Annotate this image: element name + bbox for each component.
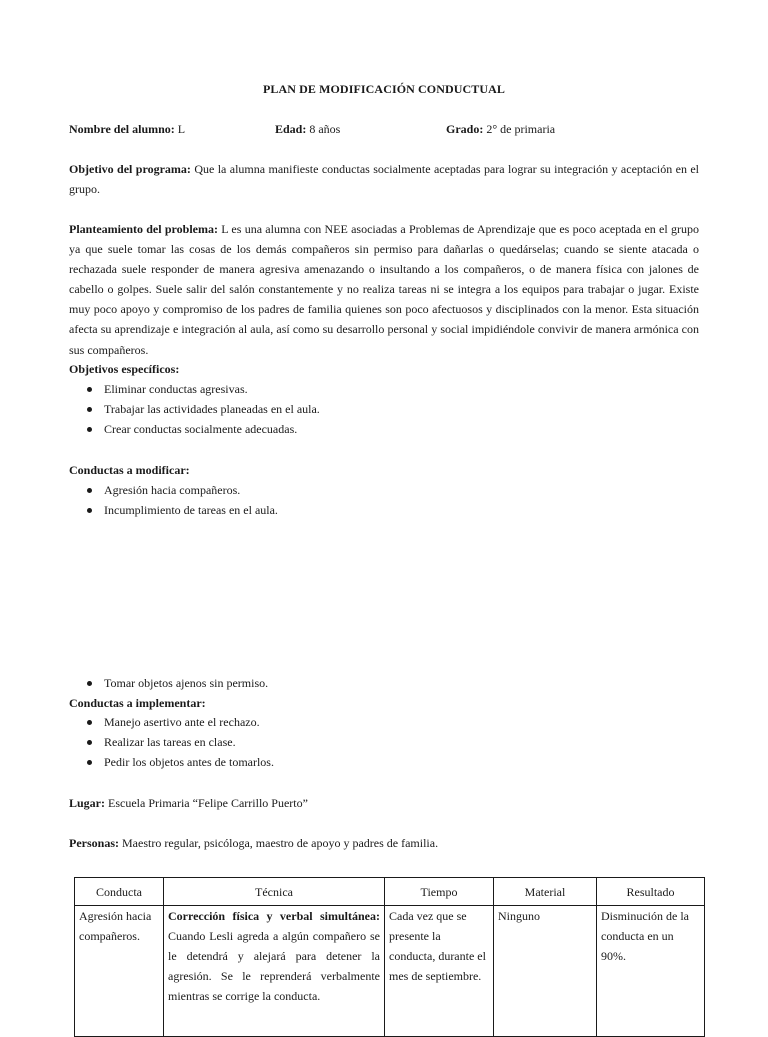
specific-objectives-heading: Objetivos específicos: [69,362,180,376]
list-item: Agresión hacia compañeros. [69,480,278,500]
people-value: Maestro regular, psicóloga, maestro de apoyo y padres de familia. [122,836,439,850]
place-value: Escuela Primaria “Felipe Carrillo Puerto” [108,796,308,810]
cell-tecnica [164,906,385,1037]
list-item: Incumplimiento de tareas en el aula. [69,500,278,520]
objective-label: Objetivo del programa: [69,162,191,176]
objective-text: Que la alumna manifieste conductas socialmente aceptadas para lograr su integración y aceptación en el grupo. [69,162,699,197]
student-grade-label: Grado: [446,122,484,136]
student-name-value: L [177,122,186,136]
student-age-label: Edad: [275,122,307,136]
student-age [275,122,340,137]
bullet-icon [87,407,92,412]
behaviors-to-modify-list [69,480,278,520]
people-row [69,836,438,851]
bullet-icon [87,387,92,392]
cell-conducta: Agresión hacia compañeros. [75,906,164,1037]
cell-tiempo: Cada vez que se presente la conducta, durante el mes de septiembre. [385,906,494,1037]
column-header-conducta: Conducta [75,878,164,906]
document-title: PLAN DE MODIFICACIÓN CONDUCTUAL [262,82,506,96]
list-item: Realizar las tareas en clase. [69,732,274,752]
student-grade [446,122,555,137]
list-item: Trabajar las actividades planeadas en el aula. [69,399,320,419]
plan-table [74,877,705,1037]
problem-label: Planteamiento del problema: [69,222,218,236]
cell-resultado: Disminución de la conducta en un 90%. [597,906,705,1037]
bullet-icon [87,720,92,725]
behaviors-to-implement-heading: Conductas a implementar: [69,696,206,710]
bullet-icon [87,760,92,765]
behaviors-to-implement-list [69,712,274,772]
place-label: Lugar: [69,796,105,810]
behaviors-to-modify-heading: Conductas a modificar: [69,463,190,477]
problem-text: L es una alumna con NEE asociadas a Problemas de Aprendizaje que es poco aceptada en el grupo ya que suele tomar las cosas de los demás compañeros sin permiso para dañarlas o quedárselas; cuando se siente atacada o rechazada suele responder de manera agresiva amenazando o insultando a los compañeros, o de manera física con jalones de cabello o golpes. Suele salir del salón constantemente y no realiza tareas ni se integra a los equipos para trabajar o jugar. Existe muy poco apoyo y compromiso de los padres de familia quienes son poco afectuosos y disciplinados con la menor. Esta situación afecta su aprendizaje e integración al aula, así como su desarrollo personal y social impidiéndole convivir de manera armónica con sus compañeros. [69,222,699,357]
column-header-material: Material [494,878,597,906]
table-header-row [75,878,705,906]
bullet-icon [87,740,92,745]
student-grade-value: 2° de primaria [486,122,556,136]
bullet-icon [87,427,92,432]
student-name [69,122,185,137]
behaviors-to-modify-list-continued [69,673,268,693]
student-name-label: Nombre del alumno: [69,122,175,136]
list-item: Tomar objetos ajenos sin permiso. [69,673,268,693]
cell-tecnica-text: Cuando Lesli agreda a algún compañero se le detendrá y alejará para detener la agresión. Se le reprenderá verbalmente mientras se corrige la conducta. [168,929,380,1004]
bullet-icon [87,508,92,513]
list-item: Crear conductas socialmente adecuadas. [69,419,320,439]
list-item: Pedir los objetos antes de tomarlos. [69,752,274,772]
table-row [75,906,705,1037]
column-header-resultado: Resultado [597,878,705,906]
bullet-icon [87,488,92,493]
column-header-tecnica: Técnica [164,878,385,906]
cell-tecnica-title: Corrección física y verbal simultánea: [168,909,380,923]
student-age-value: 8 años [309,122,341,136]
column-header-tiempo: Tiempo [385,878,494,906]
problem-paragraph [69,219,699,360]
list-item: Manejo asertivo ante el rechazo. [69,712,274,732]
specific-objectives-list [69,379,320,439]
place-row [69,796,308,811]
bullet-icon [87,681,92,686]
list-item: Eliminar conductas agresivas. [69,379,320,399]
cell-material: Ninguno [494,906,597,1037]
people-label: Personas: [69,836,119,850]
objective-paragraph [69,159,699,199]
